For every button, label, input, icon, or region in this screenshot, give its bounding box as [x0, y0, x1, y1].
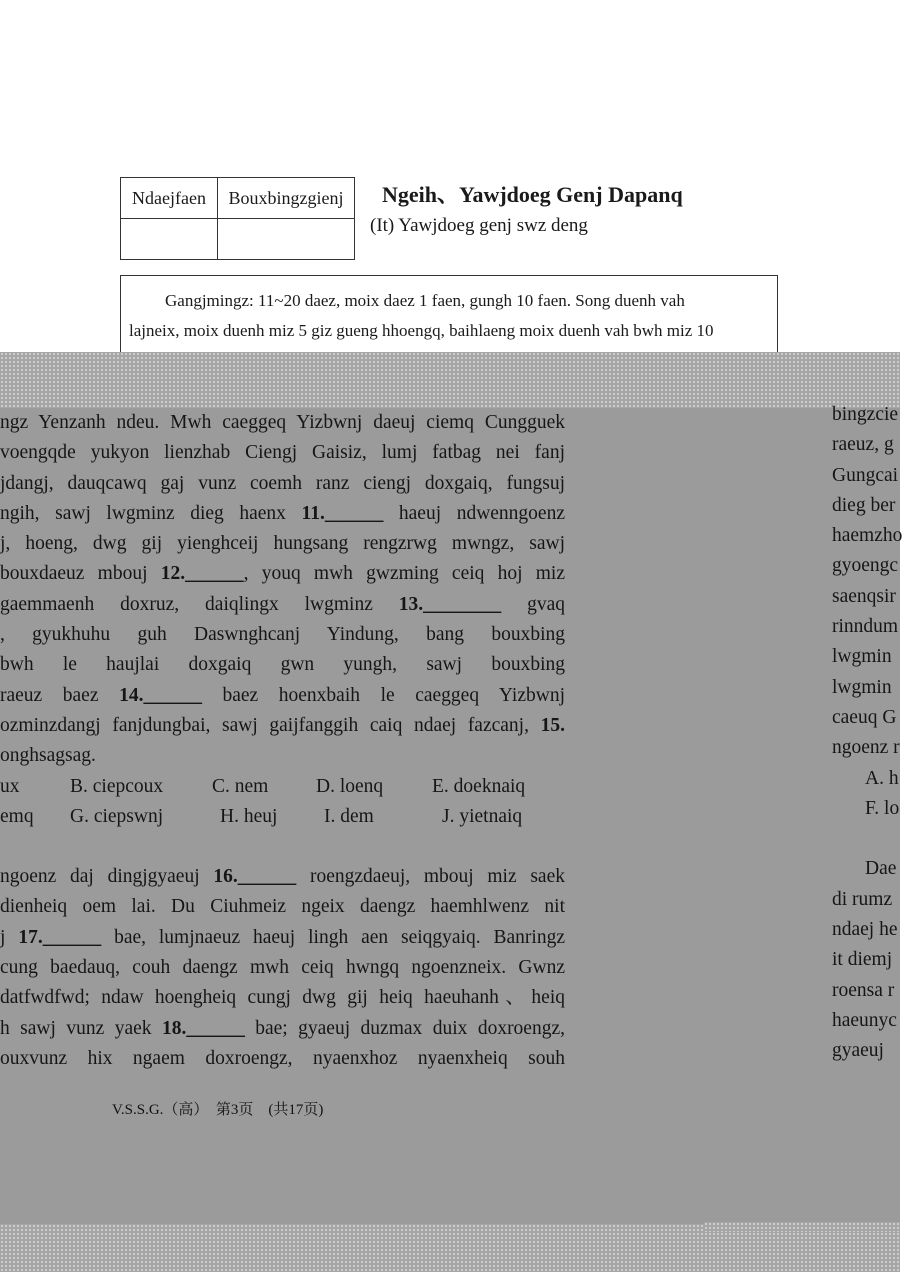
instructions-line: Gangjmingz: 11~20 daez, moix daez 1 faen, gungh 10 faen. Song duenh vah — [165, 291, 685, 310]
option: H. heuj — [220, 805, 278, 827]
section-title: Ngeih、Yawjdoeg Genj Dapanq — [382, 182, 683, 207]
score-table-header-score: Ndaejfaen — [121, 178, 218, 219]
option: D. loenq — [316, 775, 384, 797]
fragment-line: gyaeuj — [832, 1040, 884, 1062]
passage-line: , gyukhuhu guh Daswnghcanj Yindung, bang bouxbing — [0, 624, 565, 646]
passage-line: datfwdfwd; ndaw hoengheiq cungj dwg gij heiq haeuhanh、heiq — [0, 987, 565, 1009]
passage-line: bwh le haujlai doxgaiq gwn yungh, sawj bouxbing — [0, 654, 565, 676]
fragment-line: ngoenz r — [832, 737, 900, 759]
blank-number: 15. — [540, 714, 565, 736]
blank-number: 14.______ — [119, 684, 202, 706]
passage-line: h sawj vunz yaek 18.______ bae; gyaeuj duzmax duix doxroengz, — [0, 1017, 565, 1039]
option: J. yietnaiq — [442, 805, 523, 827]
fragment-line: dieg ber — [832, 494, 896, 516]
fragment-line: Dae — [865, 858, 897, 880]
passage-line: onghsagsag. — [0, 745, 96, 767]
passage-line: gaemmaenh doxruz, daiqlingx lwgminz 13.________ gvaq — [0, 593, 565, 615]
section-subtitle: (It) Yawjdoeg genj swz deng — [370, 215, 588, 236]
halftone-strip — [704, 1222, 900, 1232]
passage-line: ouxvunz hix ngaem doxroengz, nyaenxhoz nyaenxheiq souh — [0, 1047, 565, 1069]
passage-line: ozminzdangj fanjdungbai, sawj gaijfanggih caiq ndaej fazcanj, 15. — [0, 714, 565, 736]
fragment-line: caeuq G — [832, 706, 897, 728]
instructions-line: lajneix, moix duenh miz 5 giz gueng hhoengq, baihlaeng moix duenh vah bwh miz 10 — [129, 321, 714, 340]
fragment-line: A. h — [865, 767, 899, 789]
fragment-line: haemzho — [832, 525, 903, 547]
options-row-1 — [0, 772, 565, 802]
fragment-line: rinndum — [832, 616, 899, 638]
passage-line: j, hoeng, dwg gij yienghceij hungsang rengzrwg mwngz, sawj — [0, 533, 565, 555]
fragment-line: it diemj — [832, 949, 893, 971]
passage-line: cung baedauq, couh daengz mwh ceiq hwngq ngoenzneix. Gwnz — [0, 957, 565, 979]
halftone-band-top — [0, 352, 900, 408]
fragment-line: lwgmin — [832, 646, 892, 668]
fragment-line: raeuz, g — [832, 434, 894, 456]
option: emq — [0, 805, 34, 827]
passage-line: jdangj, dauqcawq gaj vunz coemh ranz ciengj doxgaiq, fungsuj — [0, 472, 565, 494]
right-text-column — [832, 400, 912, 1060]
passage-line: bouxdaeuz mbouj 12.______, youq mwh gwzming ceiq hoj miz — [0, 563, 565, 585]
fragment-line: haeunyc — [832, 1009, 897, 1031]
paragraph-gap — [0, 832, 565, 862]
score-table-header-grader: Bouxbingzgienj — [218, 178, 355, 219]
option: B. ciepcoux — [70, 775, 164, 797]
option: E. doeknaiq — [432, 775, 526, 797]
main-text-column — [0, 408, 565, 1069]
blank-number: 13.________ — [398, 593, 502, 615]
fragment-line: lwgmin — [832, 676, 892, 698]
passage-line: dienheiq oem lai. Du Ciuhmeiz ngeix daengz haemhlwenz nit — [0, 896, 565, 918]
fragment-line: roensa r — [832, 979, 895, 1001]
score-cell — [121, 219, 218, 260]
option: C. nem — [212, 775, 269, 797]
passage-line: ngz Yenzanh ndeu. Mwh caeggeq Yizbwnj daeuj ciemq Cungguek — [0, 412, 565, 433]
passage-line: ngih, sawj lwgminz dieg haenx 11.______ haeuj ndwenngoenz — [0, 502, 565, 524]
passage-line: ngoenz daj dingjgyaeuj 16.______ roengzdaeuj, mbouj miz saek — [0, 866, 565, 888]
blank-number: 16.______ — [213, 866, 297, 888]
grader-cell — [218, 219, 355, 260]
blank-number: 12.______ — [160, 563, 244, 585]
passage-line: voengqde yukyon lienzhab Ciengj Gaisiz, lumj fatbag nei fanj — [0, 442, 565, 464]
option: G. ciepswnj — [70, 805, 164, 827]
passage-2 — [0, 862, 565, 1074]
fragment-line: F. lo — [865, 797, 900, 819]
passage-1 — [0, 408, 565, 772]
passage-line: j 17.______ bae, lumjnaeuz haeuj lingh aen seiqgyaiq. Banringz — [0, 926, 565, 948]
option: ux — [0, 775, 20, 797]
blank-number: 18.______ — [161, 1017, 245, 1039]
fragment-line: gyoengc — [832, 555, 899, 577]
passage-line: raeuz baez 14.______ baez hoenxbaih le caeggeq Yizbwnj — [0, 684, 565, 706]
fragment-line: saenqsir — [832, 585, 896, 607]
blank-number: 11.______ — [301, 502, 384, 524]
fragment-line — [832, 824, 912, 854]
fragment-line: Gungcai — [832, 464, 899, 486]
options-row-2 — [0, 802, 565, 832]
option: I. dem — [324, 805, 374, 827]
fragment-line: bingzcie — [832, 404, 899, 425]
score-table — [120, 177, 355, 260]
fragment-line: ndaej he — [832, 919, 898, 941]
blank-number: 17.______ — [18, 926, 102, 948]
page-footer: V.S.S.G.（高） 第3页 (共17页) — [112, 1102, 324, 1118]
fragment-line: di rumz — [832, 888, 893, 910]
